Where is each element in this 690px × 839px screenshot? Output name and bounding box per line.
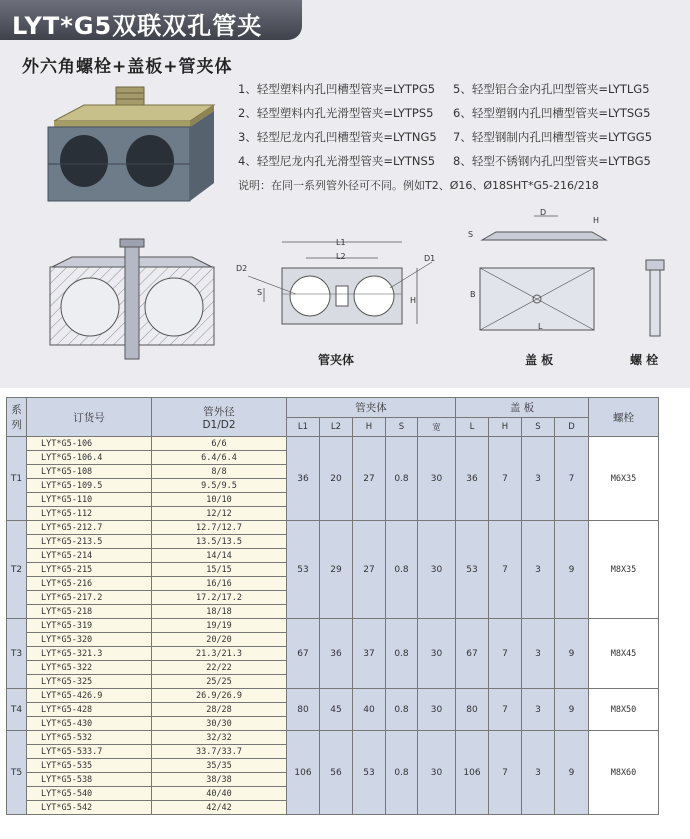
- model-item: 6、轻型塑钢内孔凹槽型管夹=LYTSG5: [453, 106, 651, 120]
- clamp-body-dim-cell: 45: [320, 689, 353, 731]
- cover-plate-dim-cell: 7: [489, 619, 522, 689]
- order-no-cell: LYT*G5-321.3: [27, 647, 152, 661]
- outer-diameter-cell: 22/22: [152, 661, 287, 675]
- outer-diameter-cell: 19/19: [152, 619, 287, 633]
- series-cell: T1: [7, 437, 27, 521]
- outer-diameter-cell: 42/42: [152, 801, 287, 815]
- dim-label-plate-h: H: [593, 216, 600, 225]
- cover-plate-dim-cell: 36: [456, 437, 489, 521]
- header-outer-diameter: [152, 398, 287, 437]
- order-no-cell: LYT*G5-319: [27, 619, 152, 633]
- dim-label-l1: L1: [336, 238, 346, 247]
- outer-diameter-cell: 16/16: [152, 577, 287, 591]
- clamp-body-dim-cell: 56: [320, 731, 353, 815]
- outer-diameter-cell: 15/15: [152, 563, 287, 577]
- outer-diameter-cell: 10/10: [152, 493, 287, 507]
- clamp-body-dim-cell: 30: [418, 731, 456, 815]
- table-row: [7, 731, 659, 745]
- cover-plate-drawing: [462, 208, 612, 344]
- order-no-cell: LYT*G5-109.5: [27, 479, 152, 493]
- clamp-body-dim-cell: 20: [320, 437, 353, 521]
- outer-diameter-cell: 25/25: [152, 675, 287, 689]
- bolt-cell: M8X50: [589, 689, 659, 731]
- order-no-cell: LYT*G5-213.5: [27, 535, 152, 549]
- table-row: [7, 521, 659, 535]
- cover-plate-dim-cell: 7: [489, 521, 522, 619]
- cover-plate-dim-cell: 80: [456, 689, 489, 731]
- dim-label-plate-s: S: [468, 230, 474, 239]
- model-item: 4、轻型尼龙内孔光滑型管夹=LYTNS5: [238, 154, 436, 168]
- cover-plate-dim-cell: 67: [456, 619, 489, 689]
- clamp-body-dim-cell: 106: [287, 731, 320, 815]
- clamp-body-dim-cell: 0.8: [386, 731, 418, 815]
- bolt-drawing: [642, 258, 668, 340]
- series-cell: T5: [7, 731, 27, 815]
- clamp-body-dim-cell: 53: [353, 731, 386, 815]
- outer-diameter-cell: 32/32: [152, 731, 287, 745]
- model-item: 7、轻型钢制内孔凹槽型管夹=LYTGG5: [453, 130, 653, 144]
- outer-diameter-cell: 20/20: [152, 633, 287, 647]
- table-row: [7, 619, 659, 633]
- cross-section-drawing: [42, 235, 220, 363]
- spec-table-body: [7, 437, 659, 815]
- outer-diameter-cell: 17.2/17.2: [152, 591, 287, 605]
- cover-plate-dim-cell: 7: [489, 731, 522, 815]
- bolt-cell: M8X45: [589, 619, 659, 689]
- outer-diameter-cell: 26.9/26.9: [152, 689, 287, 703]
- order-no-cell: LYT*G5-428: [27, 703, 152, 717]
- caption-cover-plate: 盖 板: [525, 353, 554, 367]
- cover-plate-dim-cell: 7: [489, 689, 522, 731]
- outer-diameter-cell: 18/18: [152, 605, 287, 619]
- clamp-body-dim-cell: 80: [287, 689, 320, 731]
- outer-diameter-cell: 40/40: [152, 787, 287, 801]
- order-no-cell: LYT*G5-112: [27, 507, 152, 521]
- outer-diameter-cell: 35/35: [152, 759, 287, 773]
- cover-plate-dim-cell: 7: [555, 437, 589, 521]
- order-no-cell: LYT*G5-325: [27, 675, 152, 689]
- order-no-cell: LYT*G5-218: [27, 605, 152, 619]
- outer-diameter-cell: 14/14: [152, 549, 287, 563]
- header-body-l1: L1: [287, 417, 320, 437]
- clamp-body-drawing: [232, 232, 447, 342]
- clamp-body-dim-cell: 0.8: [386, 437, 418, 521]
- product-photo: [40, 85, 218, 203]
- order-no-cell: LYT*G5-540: [27, 787, 152, 801]
- outer-diameter-cell: 12/12: [152, 507, 287, 521]
- clamp-body-dim-cell: 53: [287, 521, 320, 619]
- header-plate-d: D: [555, 417, 589, 437]
- cover-plate-dim-cell: 3: [522, 689, 555, 731]
- dim-label-l: L: [538, 322, 543, 331]
- header-plate-s: S: [522, 417, 555, 437]
- table-row: [7, 689, 659, 703]
- clamp-body-dim-cell: 27: [353, 437, 386, 521]
- order-no-cell: LYT*G5-542: [27, 801, 152, 815]
- clamp-body-dim-cell: 30: [418, 689, 456, 731]
- order-no-cell: LYT*G5-535: [27, 759, 152, 773]
- spec-table: [6, 397, 659, 815]
- order-no-cell: LYT*G5-214: [27, 549, 152, 563]
- title-bar: [0, 0, 302, 40]
- outer-diameter-cell: 12.7/12.7: [152, 521, 287, 535]
- header-body-h: H: [353, 417, 386, 437]
- note-text: 说明：在同一系列管外径可不同。例如T2、Ø16、Ø18SHT*G5-216/218: [238, 179, 599, 192]
- order-no-cell: LYT*G5-106.4: [27, 451, 152, 465]
- dim-label-d2: D2: [236, 264, 248, 273]
- order-no-cell: LYT*G5-212.7: [27, 521, 152, 535]
- clamp-body-dim-cell: 29: [320, 521, 353, 619]
- cover-plate-dim-cell: 7: [489, 437, 522, 521]
- cover-plate-dim-cell: 9: [555, 731, 589, 815]
- clamp-body-dim-cell: 36: [287, 437, 320, 521]
- clamp-body-dim-cell: 30: [418, 521, 456, 619]
- header-body-l2: L2: [320, 417, 353, 437]
- page-title: LYT*G5双联双孔管夹: [12, 12, 263, 40]
- caption-bolt: 螺 栓: [630, 353, 659, 367]
- clamp-body-dim-cell: 40: [353, 689, 386, 731]
- header-order-no: 订货号: [27, 398, 152, 437]
- clamp-body-dim-cell: 36: [320, 619, 353, 689]
- outer-diameter-cell: 13.5/13.5: [152, 535, 287, 549]
- header-od-sub: D1/D2: [202, 418, 236, 431]
- order-no-cell: LYT*G5-320: [27, 633, 152, 647]
- dim-label-d1: D1: [424, 254, 436, 263]
- order-no-cell: LYT*G5-322: [27, 661, 152, 675]
- cover-plate-dim-cell: 9: [555, 521, 589, 619]
- outer-diameter-cell: 38/38: [152, 773, 287, 787]
- header-cover-plate: 盖 板: [456, 398, 589, 418]
- outer-diameter-cell: 6.4/6.4: [152, 451, 287, 465]
- header-od-label: 管外径: [203, 405, 235, 418]
- cover-plate-dim-cell: 3: [522, 619, 555, 689]
- outer-diameter-cell: 30/30: [152, 717, 287, 731]
- clamp-body-dim-cell: 37: [353, 619, 386, 689]
- dim-label-h: H: [410, 296, 417, 305]
- order-no-cell: LYT*G5-533.7: [27, 745, 152, 759]
- model-item: 8、轻型不锈钢内孔凹型管夹=LYTBG5: [453, 154, 651, 168]
- dim-label-s: S: [257, 288, 263, 297]
- order-no-cell: LYT*G5-106: [27, 437, 152, 451]
- outer-diameter-cell: 6/6: [152, 437, 287, 451]
- cover-plate-dim-cell: 3: [522, 521, 555, 619]
- order-no-cell: LYT*G5-430: [27, 717, 152, 731]
- order-no-cell: LYT*G5-538: [27, 773, 152, 787]
- product-panel: [0, 0, 690, 388]
- order-no-cell: LYT*G5-110: [27, 493, 152, 507]
- clamp-body-dim-cell: 0.8: [386, 689, 418, 731]
- clamp-body-dim-cell: 0.8: [386, 619, 418, 689]
- model-item: 1、轻型塑料内孔凹槽型管夹=LYTPG5: [238, 82, 436, 96]
- dim-label-b: B: [470, 290, 476, 299]
- clamp-body-dim-cell: 30: [418, 619, 456, 689]
- cover-plate-dim-cell: 53: [456, 521, 489, 619]
- page-subtitle: 外六角螺栓+盖板+管夹体: [22, 57, 233, 77]
- order-no-cell: LYT*G5-108: [27, 465, 152, 479]
- bolt-cell: M8X35: [589, 521, 659, 619]
- series-cell: T2: [7, 521, 27, 619]
- cover-plate-dim-cell: 9: [555, 689, 589, 731]
- header-bolt: 螺栓: [589, 398, 659, 437]
- outer-diameter-cell: 8/8: [152, 465, 287, 479]
- order-no-cell: LYT*G5-215: [27, 563, 152, 577]
- header-plate-l: L: [456, 417, 489, 437]
- series-cell: T3: [7, 619, 27, 689]
- cover-plate-dim-cell: 3: [522, 437, 555, 521]
- outer-diameter-cell: 33.7/33.7: [152, 745, 287, 759]
- dim-label-d: D: [540, 208, 547, 217]
- order-no-cell: LYT*G5-426.9: [27, 689, 152, 703]
- header-plate-h: H: [489, 417, 522, 437]
- bolt-cell: M6X35: [589, 437, 659, 521]
- caption-clamp-body: 管夹体: [318, 353, 355, 367]
- header-clamp-body: 管夹体: [287, 398, 456, 418]
- clamp-body-dim-cell: 27: [353, 521, 386, 619]
- model-item: 2、轻型塑料内孔光滑型管夹=LYTPS5: [238, 106, 434, 120]
- order-no-cell: LYT*G5-532: [27, 731, 152, 745]
- outer-diameter-cell: 21.3/21.3: [152, 647, 287, 661]
- outer-diameter-cell: 9.5/9.5: [152, 479, 287, 493]
- table-row: [7, 437, 659, 451]
- cover-plate-dim-cell: 9: [555, 619, 589, 689]
- clamp-body-dim-cell: 0.8: [386, 521, 418, 619]
- order-no-cell: LYT*G5-216: [27, 577, 152, 591]
- outer-diameter-cell: 28/28: [152, 703, 287, 717]
- series-cell: T4: [7, 689, 27, 731]
- header-series: 系列: [7, 398, 27, 437]
- clamp-body-dim-cell: 30: [418, 437, 456, 521]
- bolt-cell: M8X60: [589, 731, 659, 815]
- cover-plate-dim-cell: 106: [456, 731, 489, 815]
- dim-label-l2: L2: [336, 252, 346, 261]
- header-body-s: S: [386, 417, 418, 437]
- cover-plate-dim-cell: 3: [522, 731, 555, 815]
- clamp-body-dim-cell: 67: [287, 619, 320, 689]
- header-body-width: 宽: [418, 417, 456, 437]
- model-item: 3、轻型尼龙内孔凹槽型管夹=LYTNG5: [238, 130, 437, 144]
- model-item: 5、轻型铝合金内孔凹型管夹=LYTLG5: [453, 82, 650, 96]
- order-no-cell: LYT*G5-217.2: [27, 591, 152, 605]
